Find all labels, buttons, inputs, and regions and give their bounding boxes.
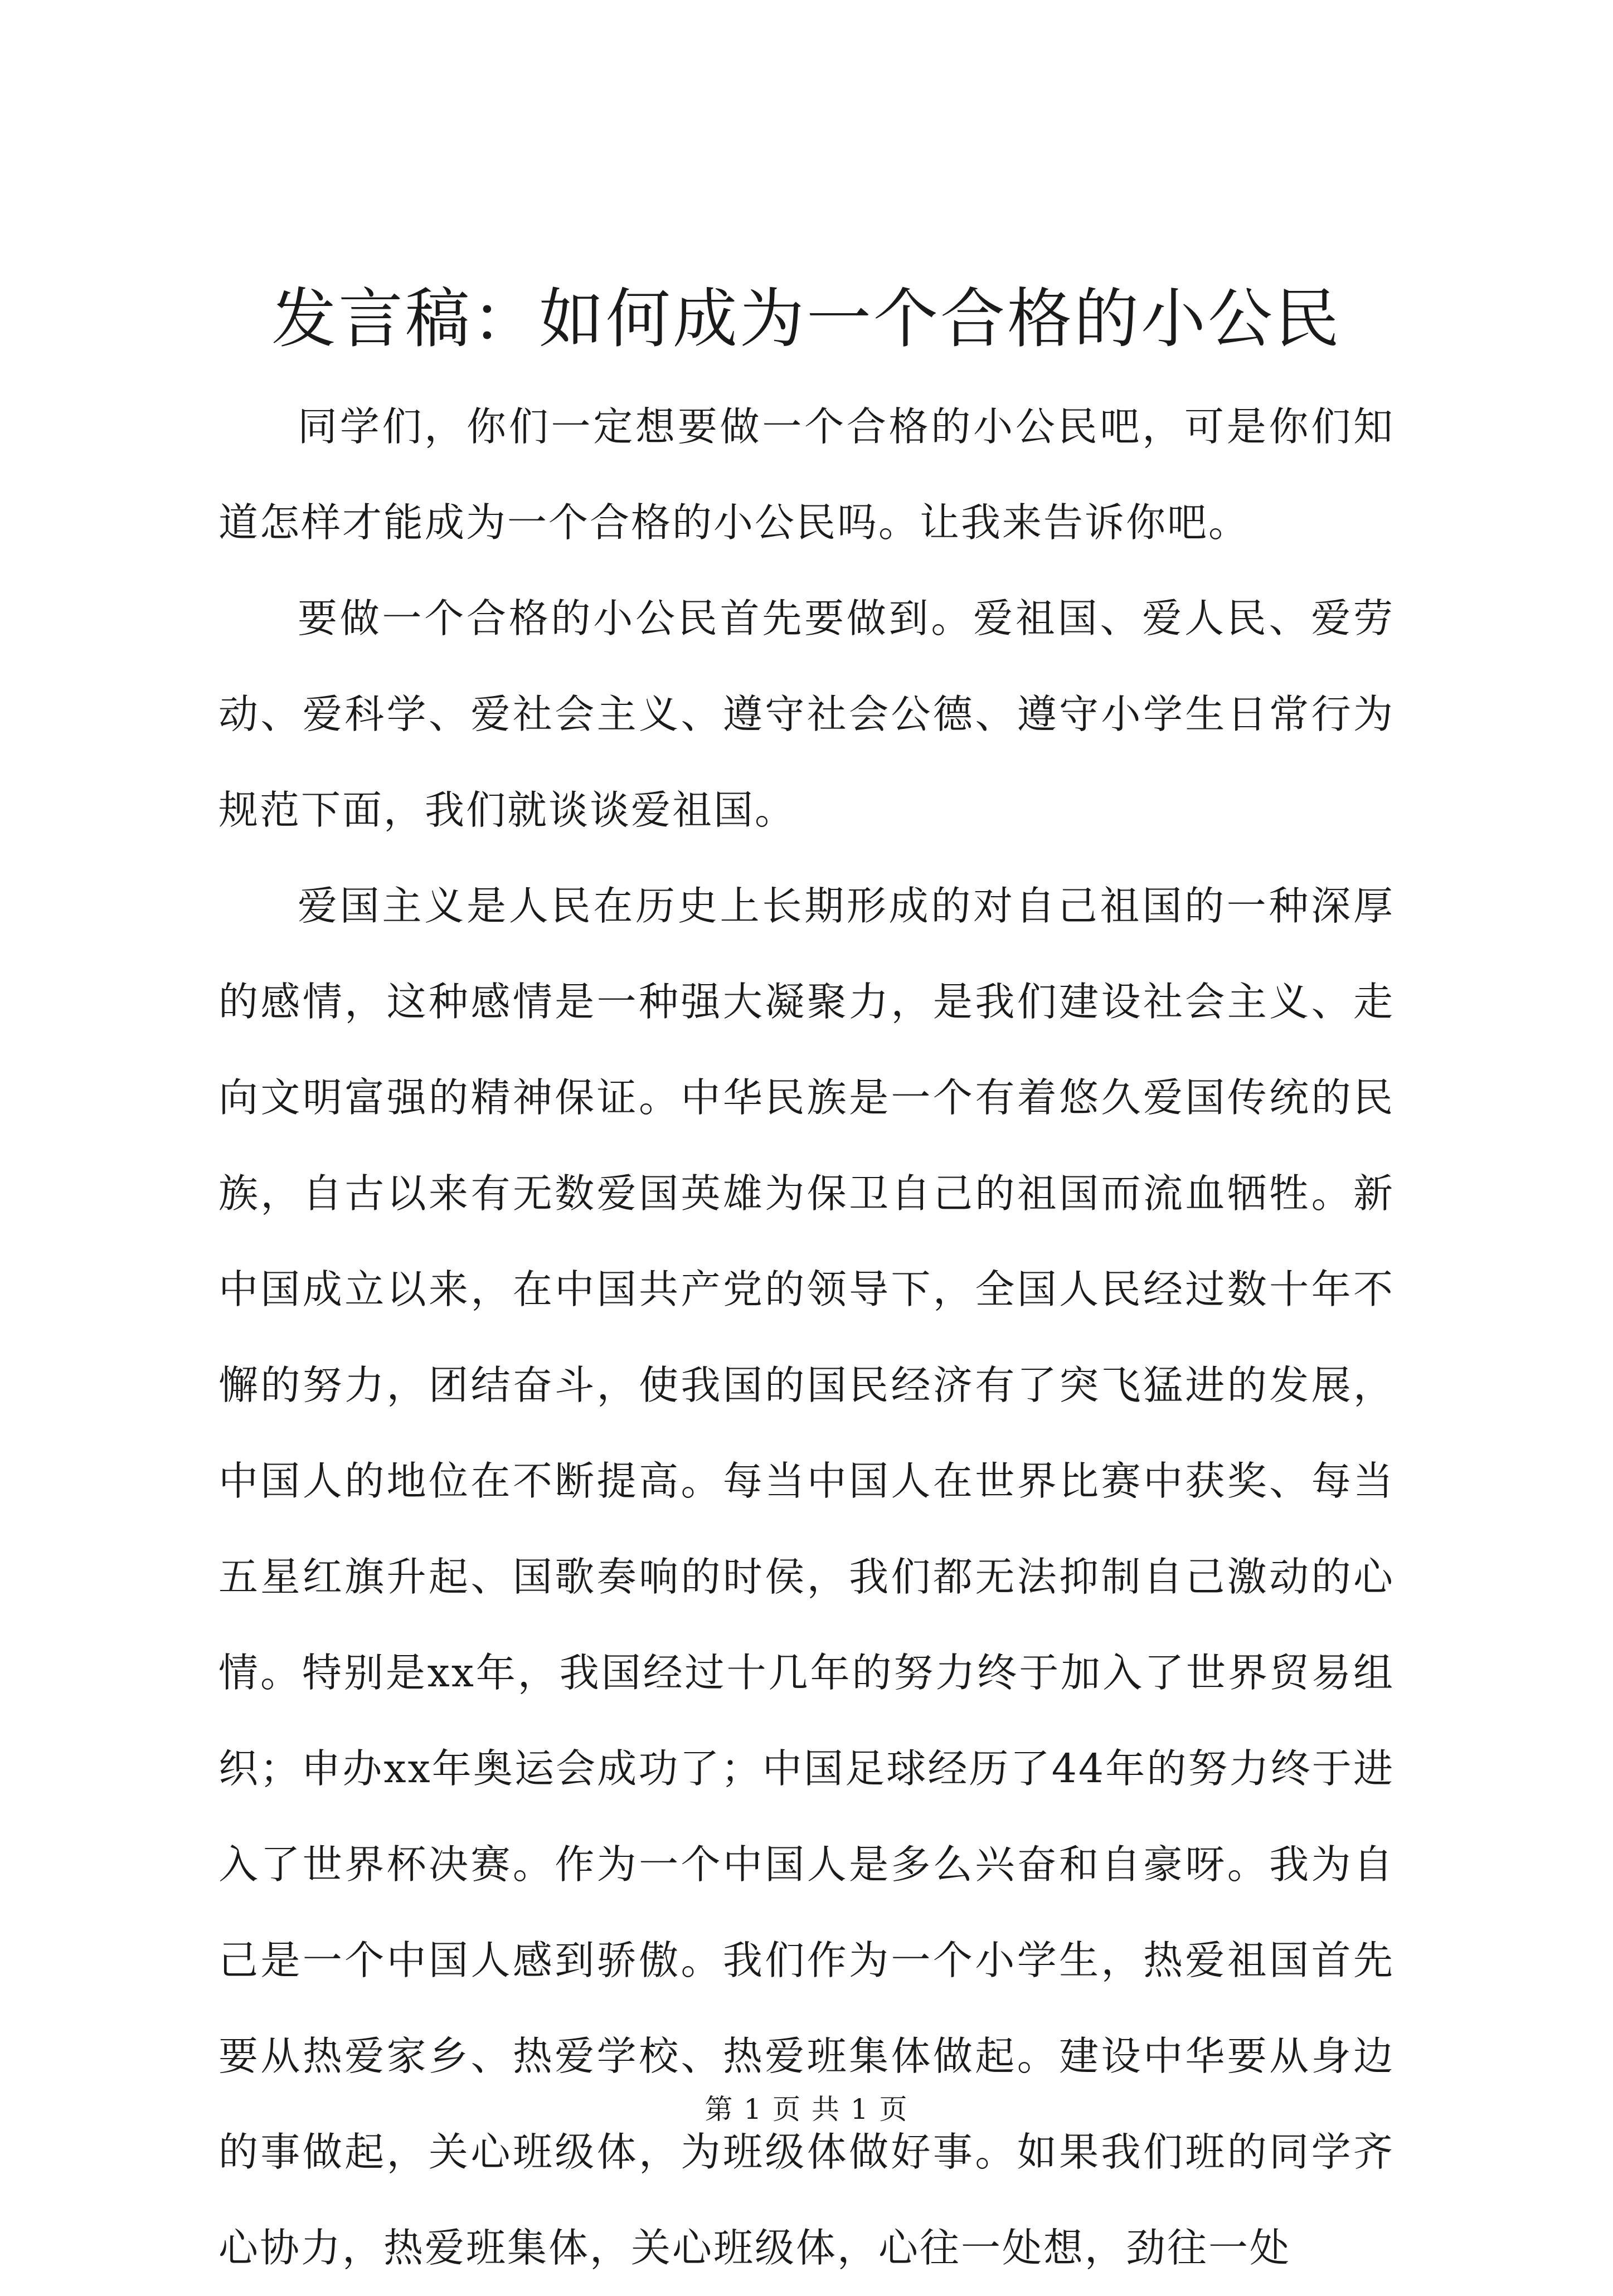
document-body: [218, 379, 1395, 2296]
paragraph-3: 爱国主义是人民在历史上长期形成的对自己祖国的一种深厚的感情，这种感情是一种强大凝聚力，是我们建设社会主义、走向文明富强的精神保证。中华民族是一个有着悠久爱国传统的民族，自古以来有无数爱国英雄为保卫自己的祖国而流血牺牲。新中国成立以来，在中国共产党的领导下，全国人民经过数十年不懈的努力，团结奋斗，使我国的国民经济有了突飞猛进的发展，中国人的地位在不断提高。每当中国人在世界比赛中获奖、每当五星红旗升起、国歌奏响的时侯，我们都无法抑制自己激动的心情。特别是xx年，我国经过十几年的努力终于加入了世界贸易组织；申办xx年奥运会成功了；中国足球经历了44年的努力终于进入了世界杯决赛。作为一个中国人是多么兴奋和自豪呀。我为自己是一个中国人感到骄傲。我们作为一个小学生，热爱祖国首先要从热爱家乡、热爱学校、热爱班集体做起。建设中华要从身边的事做起，关心班级体，为班级体做好事。如果我们班的同学齐心协力，热爱班集体，关心班级体，心往一处想，劲往一处: [218, 883, 1395, 2271]
paragraph-2: 要做一个合格的小公民首先要做到。爱祖国、爱人民、爱劳动、爱科学、爱社会主义、遵守社会公德、遵守小学生日常行为规范下面，我们就谈谈爱祖国。: [218, 595, 1395, 833]
page-title: 发言稿：如何成为一个合格的小公民: [271, 281, 1342, 357]
page-footer: 第 1 页 共 1 页: [705, 2093, 908, 2125]
paragraph-1: 同学们，你们一定想要做一个合格的小公民吧，可是你们知道怎样才能成为一个合格的小公民吗。让我来告诉你吧。: [218, 403, 1395, 546]
